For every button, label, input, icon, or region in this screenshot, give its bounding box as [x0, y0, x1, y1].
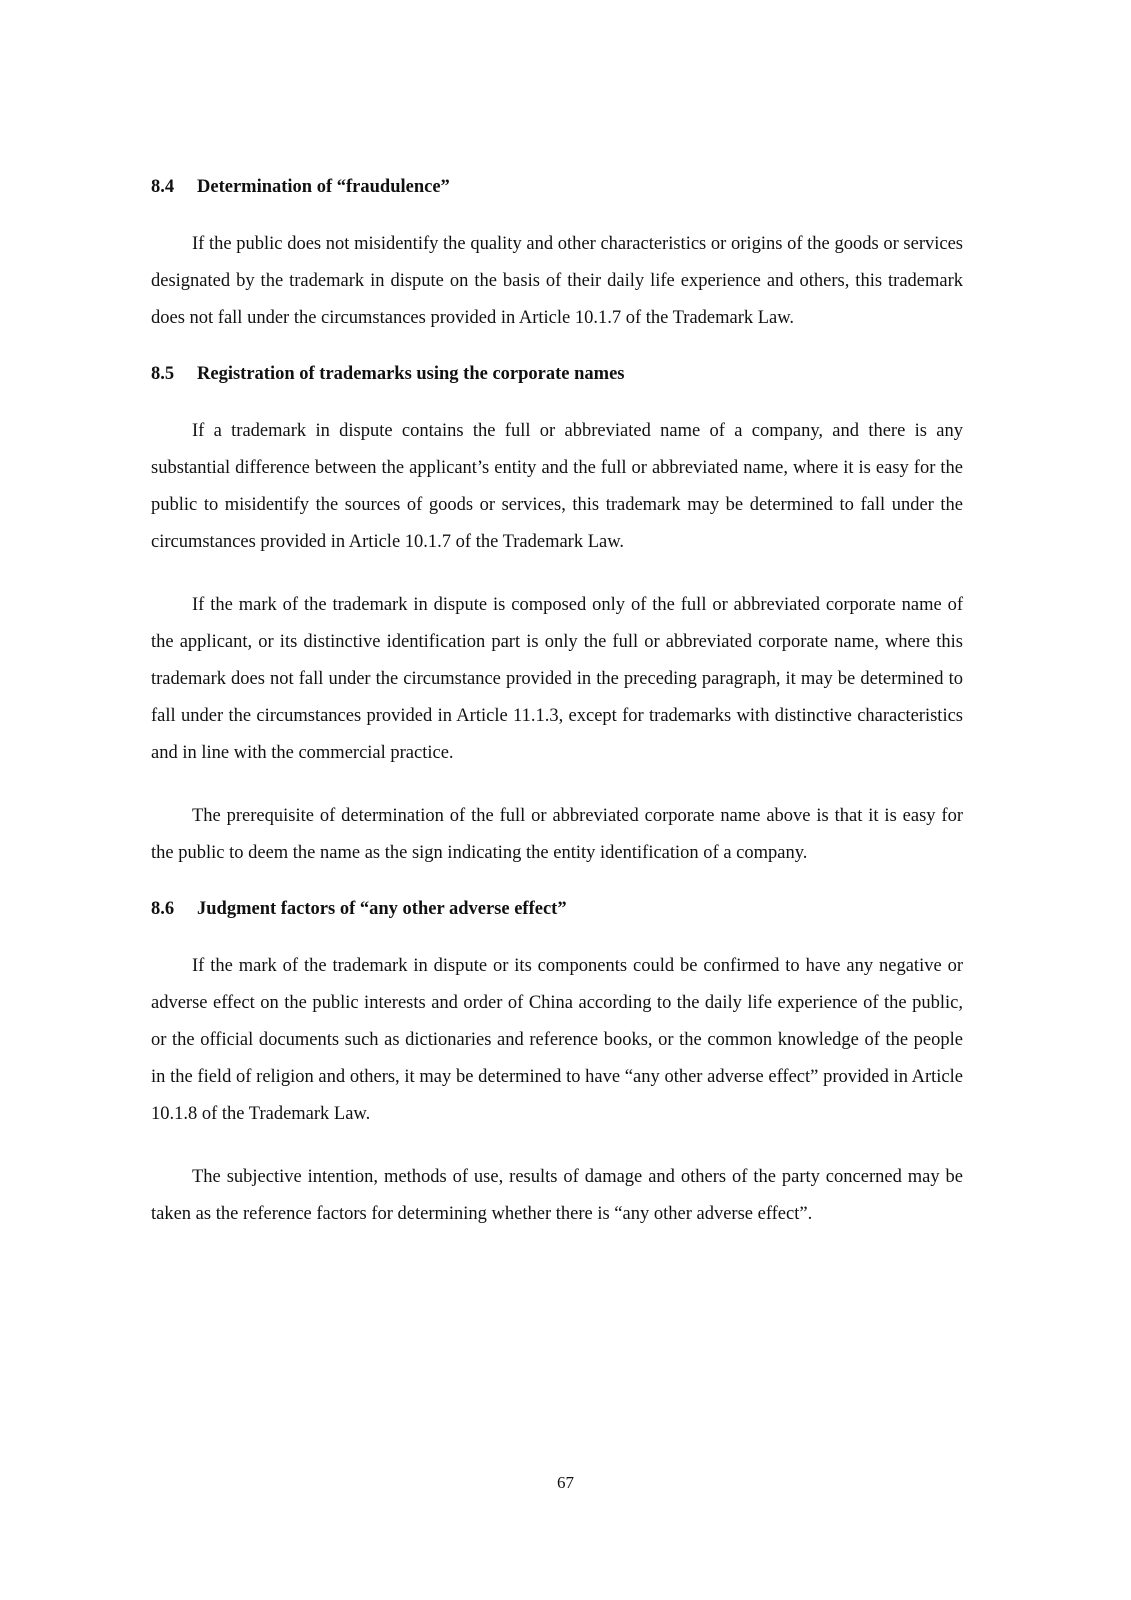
section-number: 8.5: [151, 364, 175, 384]
section-title: Registration of trademarks using the corporate names: [197, 364, 625, 384]
section-heading: [151, 363, 963, 385]
section-8-6: [151, 898, 963, 1233]
section-title: Judgment factors of “any other adverse effect”: [197, 899, 567, 919]
section-8-4: [151, 176, 963, 337]
section-number: 8.4: [151, 177, 175, 197]
paragraph: If the public does not misidentify the quality and other characteristics or origins of the goods or services designated by the trademark in dispute on the basis of their daily life experience and others, this trademark does not fall under the circumstances provided in Article 10.1.7 of the Trademark Law.: [151, 234, 963, 328]
section-heading: [151, 176, 963, 198]
paragraph: The subjective intention, methods of use, results of damage and others of the party concerned may be taken as the reference factors for determining whether there is “any other adverse effect”.: [151, 1167, 963, 1224]
section-8-5: [151, 363, 963, 872]
paragraph: If the mark of the trademark in dispute is composed only of the full or abbreviated corporate name of the applicant, or its distinctive identification part is only the full or abbreviated corporate name, where this trademark does not fall under the circumstance provided in the preceding paragraph, it may be determined to fall under the circumstances provided in Article 11.1.3, except for trademarks with distinctive characteristics and in line with the commercial practice.: [151, 595, 963, 763]
document-page: [151, 176, 963, 1259]
section-heading: [151, 898, 963, 920]
paragraph: The prerequisite of determination of the full or abbreviated corporate name above is that it is easy for the public to deem the name as the sign indicating the entity identification of a company.: [151, 806, 963, 863]
paragraph: If a trademark in dispute contains the full or abbreviated name of a company, and there is any substantial difference between the applicant’s entity and the full or abbreviated name, where it is easy for the public to misidentify the sources of goods or services, this trademark may be determined to fall under the circumstances provided in Article 10.1.7 of the Trademark Law.: [151, 421, 963, 552]
page-number: 67: [557, 1473, 574, 1492]
section-title: Determination of “fraudulence”: [197, 177, 450, 197]
section-number: 8.6: [151, 899, 175, 919]
paragraph: If the mark of the trademark in dispute or its components could be confirmed to have any negative or adverse effect on the public interests and order of China according to the daily life experience of the public, or the official documents such as dictionaries and reference books, or the common knowledge of the people in the field of religion and others, it may be determined to have “any other adverse effect” provided in Article 10.1.8 of the Trademark Law.: [151, 956, 963, 1124]
